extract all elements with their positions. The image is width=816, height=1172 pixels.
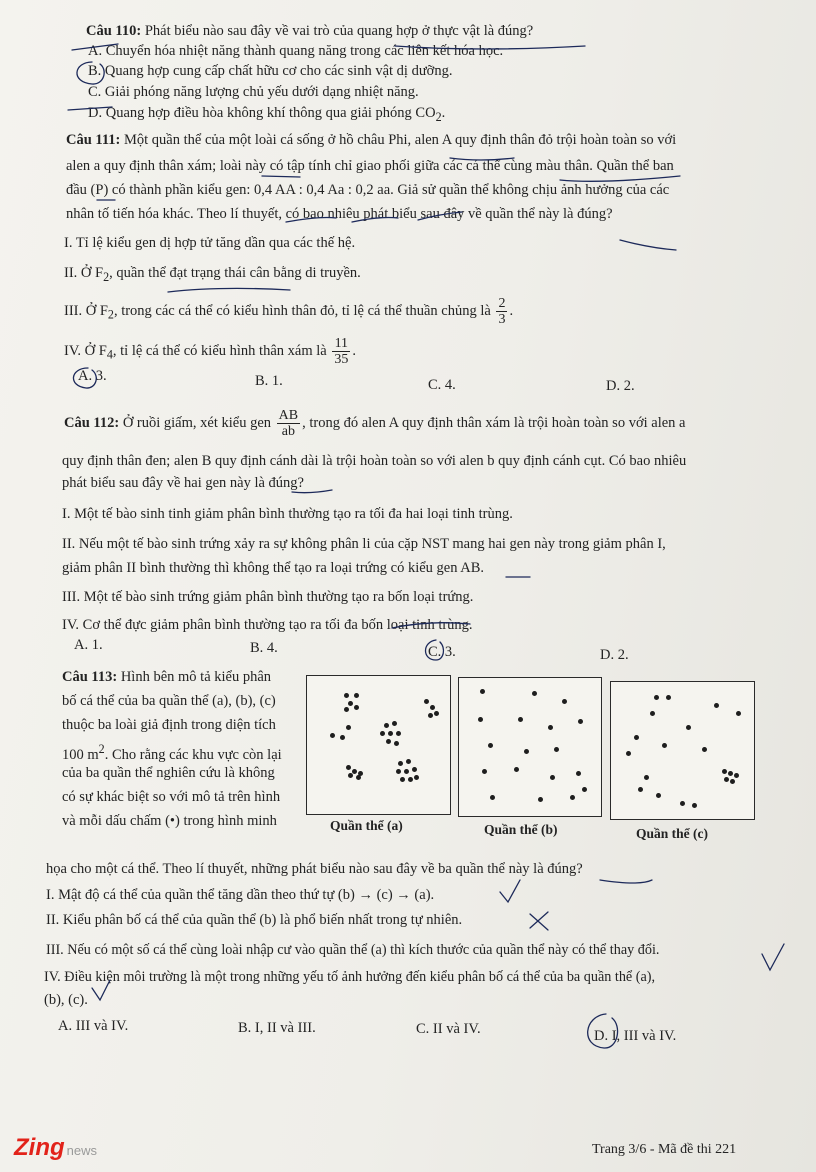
q113-answer-c: C. II và IV. (416, 1021, 481, 1037)
q111-statement-2: II. Ở $F_2$, quần thể đạt trạng thái cân bằng di truyền. (64, 265, 361, 284)
q110-option-b: B. Quang hợp cung cấp chất hữu cơ cho các sinh vật dị dưỡng. (88, 63, 453, 79)
q112-answer-b: B. 4. (250, 640, 278, 656)
q111-answer-c: C. 4. (428, 377, 456, 393)
q112-line-2: quy định thân đen; alen B quy định cánh dài là trội hoàn toàn so với alen b quy định cánh cụt. Có bao nhiêu (62, 453, 687, 469)
dot-population-c (654, 695, 659, 700)
q113-line-4: 100 $m^2$. Cho rằng các khu vực còn lại (62, 742, 282, 763)
dot-population-a (428, 713, 433, 718)
dot-population-a (424, 699, 429, 704)
caption-population-c: Quần thể (c) (636, 826, 708, 841)
dot-population-a (352, 769, 357, 774)
pen-underline-dung-q113 (600, 880, 652, 883)
q111-line-3: đầu (P) có thành phần kiểu gen: 0,4 AA : 0,4 Aa : 0,2 aa. Giả sử quần thể không chịu ảnh hưởng của các (66, 182, 670, 198)
dot-population-b (582, 787, 587, 792)
dot-population-a (384, 723, 389, 728)
dot-population-a (434, 711, 439, 716)
q113-line-2: bố cá thể của ba quần thể (a), (b), (c) (62, 693, 276, 709)
dot-population-b (478, 717, 483, 722)
q112-answer-c: C. 3. (428, 644, 456, 660)
q110-option-a: A. Chuyển hóa nhiệt năng thành quang năng trong các liên kết hóa học. (88, 43, 504, 59)
q112-statement-4: IV. Cơ thể đực giảm phân bình thường tạo ra tối đa bốn loại tinh trùng. (62, 617, 473, 633)
dot-population-c (656, 793, 661, 798)
dot-population-b (548, 725, 553, 730)
q111-statement-4: IV. Ở $F_4$, tỉ lệ cá thể có kiểu hình thân xám là $\frac{11}{35}$ . (64, 336, 356, 367)
dot-population-c (724, 777, 729, 782)
q113-statement-4-cont: (b), (c). (44, 992, 88, 1008)
q111-line-1: Câu 111: Một quần thể của một loài cá sống ở hồ châu Phi, alen A quy định thân đỏ trội hoàn toàn so với (66, 132, 677, 148)
zing-news-logo: Zing news (14, 1134, 98, 1161)
caption-population-a: Quần thể (a) (330, 818, 403, 833)
dot-population-b (570, 795, 575, 800)
q110-option-c: C. Giải phóng năng lượng chủ yếu dưới dạng nhiệt năng. (88, 84, 419, 100)
dot-population-a (392, 721, 397, 726)
dot-population-c (728, 771, 733, 776)
dot-population-a (396, 731, 401, 736)
dot-population-a (398, 761, 403, 766)
dot-population-b (576, 771, 581, 776)
dot-population-a (344, 707, 349, 712)
pen-underline-F2 (168, 288, 290, 292)
q112-statement-2-cont: giảm phân II bình thường thì không thể tạo ra loại trứng có kiểu gen AB. (62, 560, 485, 576)
genotype-fraction: $\frac{AB}{ab}$ (278, 408, 299, 439)
dot-population-c (692, 803, 697, 808)
q112-statement-3: III. Một tế bào sinh trứng giảm phân bình thường tạo ra bốn loại trứng. (62, 589, 474, 605)
q113-statement-2: II. Kiểu phân bố cá thể của quần thể (b) là phổ biến nhất trong tự nhiên. (46, 912, 463, 928)
dot-population-c (662, 743, 667, 748)
dot-population-b (550, 775, 555, 780)
dot-population-b (518, 717, 523, 722)
dot-population-c (722, 769, 727, 774)
dot-population-c (734, 773, 739, 778)
q113-line-3: thuộc ba loài giả định trong diện tích (62, 717, 276, 733)
dot-population-c (702, 747, 707, 752)
q111-line-2: alen a quy định thân xám; loài này có tập tính chỉ giao phối giữa các cá thể cùng màu thân. Quần thể ban (66, 158, 674, 174)
q113-line-7: và mỗi dấu chấm (•) trong hình minh (62, 813, 277, 829)
dot-population-c (736, 711, 741, 716)
pen-underline-xam (262, 176, 300, 177)
q112-line-3: phát biểu sau đây về hai gen này là đúng? (62, 475, 304, 491)
dot-population-a (330, 733, 335, 738)
dot-population-c (626, 751, 631, 756)
dot-population-a (396, 769, 401, 774)
dot-population-c (680, 801, 685, 806)
dot-population-a (346, 725, 351, 730)
dot-population-b (480, 689, 485, 694)
q111-answer-a: A. 3. (78, 368, 107, 384)
q111-statement-1: I. Tỉ lệ kiểu gen dị hợp tử tăng dần qua các thế hệ. (64, 235, 356, 251)
dot-population-a (404, 769, 409, 774)
dot-population-a (408, 777, 413, 782)
dot-population-b (538, 797, 543, 802)
q113-answer-d: D. I, III và IV. (594, 1028, 677, 1044)
fraction-2-3: $\frac{2}{3}$ (498, 296, 506, 327)
page-footer: Trang 3/6 - Mã đề thi 221 (592, 1142, 737, 1157)
dot-population-b (532, 691, 537, 696)
dot-population-a (348, 773, 353, 778)
q110-stem: Câu 110: Phát biểu nào sau đây về vai trò của quang hợp ở thực vật là đúng? (86, 23, 534, 39)
dot-population-a (394, 741, 399, 746)
caption-population-b: Quần thể (b) (484, 822, 558, 837)
dot-population-a (400, 777, 405, 782)
q112-answer-d: D. 2. (600, 647, 629, 663)
population-b-box (458, 677, 602, 817)
q111-answer-b: B. 1. (255, 373, 283, 389)
population-a-box (306, 675, 451, 815)
dot-population-a (430, 705, 435, 710)
dot-population-b (488, 743, 493, 748)
dot-population-b (578, 719, 583, 724)
dot-population-a (414, 775, 419, 780)
dot-population-b (562, 699, 567, 704)
dot-population-a (406, 759, 411, 764)
dot-population-b (482, 769, 487, 774)
q113-statement-4: IV. Điều kiện môi trường là một trong những yếu tố ảnh hưởng đến kiểu phân bố cá thể của ba quần thể (a), (44, 969, 656, 985)
dot-population-a (346, 765, 351, 770)
dot-population-c (666, 695, 671, 700)
pen-check-s1 (500, 880, 520, 902)
q111-answer-d: D. 2. (606, 378, 635, 394)
q113-answer-b: B. I, II và III. (238, 1020, 316, 1036)
dot-population-b (554, 747, 559, 752)
dot-population-b (524, 749, 529, 754)
q112-line-1: Câu 112: Ở ruồi giấm, xét kiểu gen $\frac{AB}{ab}$ , trong đó alen A quy định thân xám là trội hoàn toàn so với alen a (64, 408, 686, 439)
q113-statement-3: III. Nếu có một số cá thể cùng loài nhập cư vào quần thể (a) thì kích thước của quần thể này có thể thay đổi. (46, 942, 660, 958)
dot-population-c (644, 775, 649, 780)
q112-statement-1: I. Một tế bào sinh tinh giảm phân bình thường tạo ra tối đa hai loại tinh trùng. (62, 506, 513, 522)
q113-line-1: Câu 113: Hình bên mô tả kiểu phân (62, 669, 272, 685)
dot-population-a (344, 693, 349, 698)
pen-cross-s2 (530, 912, 548, 930)
q111-line-4: nhân tố tiến hóa khác. Theo lí thuyết, có bao nhiêu phát biểu sau đây về quần thể này là đúng? (66, 206, 613, 222)
q113-line-6: có sự khác biệt so với mô tả trên hình (62, 789, 281, 805)
q111-statement-3: III. Ở $F_2$, trong các cá thể có kiểu hình thân đỏ, tỉ lệ cá thể thuần chủng là $\frac{2}{3}$ . (64, 296, 514, 327)
dot-population-c (686, 725, 691, 730)
fraction-11-35: $\frac{11}{35}$ (334, 336, 349, 367)
pen-check-s3 (762, 944, 784, 970)
q113-line-8: họa cho một cá thể. Theo lí thuyết, những phát biểu nào sau đây về ba quần thể này là đúng? (46, 861, 583, 877)
dot-population-c (730, 779, 735, 784)
dot-population-a (412, 767, 417, 772)
q113-line-5: của ba quần thể nghiên cứu là không (62, 765, 275, 781)
population-c-box (610, 681, 755, 820)
dot-population-a (348, 701, 353, 706)
q112-answer-a: A. 1. (74, 637, 103, 653)
dot-population-a (356, 775, 361, 780)
dot-population-a (354, 693, 359, 698)
dot-population-c (634, 735, 639, 740)
q113-answer-a: A. III và IV. (58, 1018, 129, 1034)
dot-population-a (388, 731, 393, 736)
dot-population-c (650, 711, 655, 716)
q110-option-d: D. Quang hợp điều hòa không khí thông qua giải phóng $CO_2$. (88, 105, 446, 124)
pen-underline-dung-q111 (620, 240, 676, 250)
dot-population-a (380, 731, 385, 736)
dot-population-a (354, 705, 359, 710)
q113-statement-1: I. Mật độ cá thể của quần thể tăng dần theo thứ tự (b) → (c) → (a). (46, 887, 435, 903)
dot-population-c (714, 703, 719, 708)
dot-population-b (490, 795, 495, 800)
dot-population-b (514, 767, 519, 772)
dot-population-c (638, 787, 643, 792)
q112-statement-2: II. Nếu một tế bào sinh trứng xảy ra sự không phân li của cặp NST mang hai gen này trong giảm phân I, (62, 536, 666, 552)
dot-population-a (340, 735, 345, 740)
dot-population-a (386, 739, 391, 744)
